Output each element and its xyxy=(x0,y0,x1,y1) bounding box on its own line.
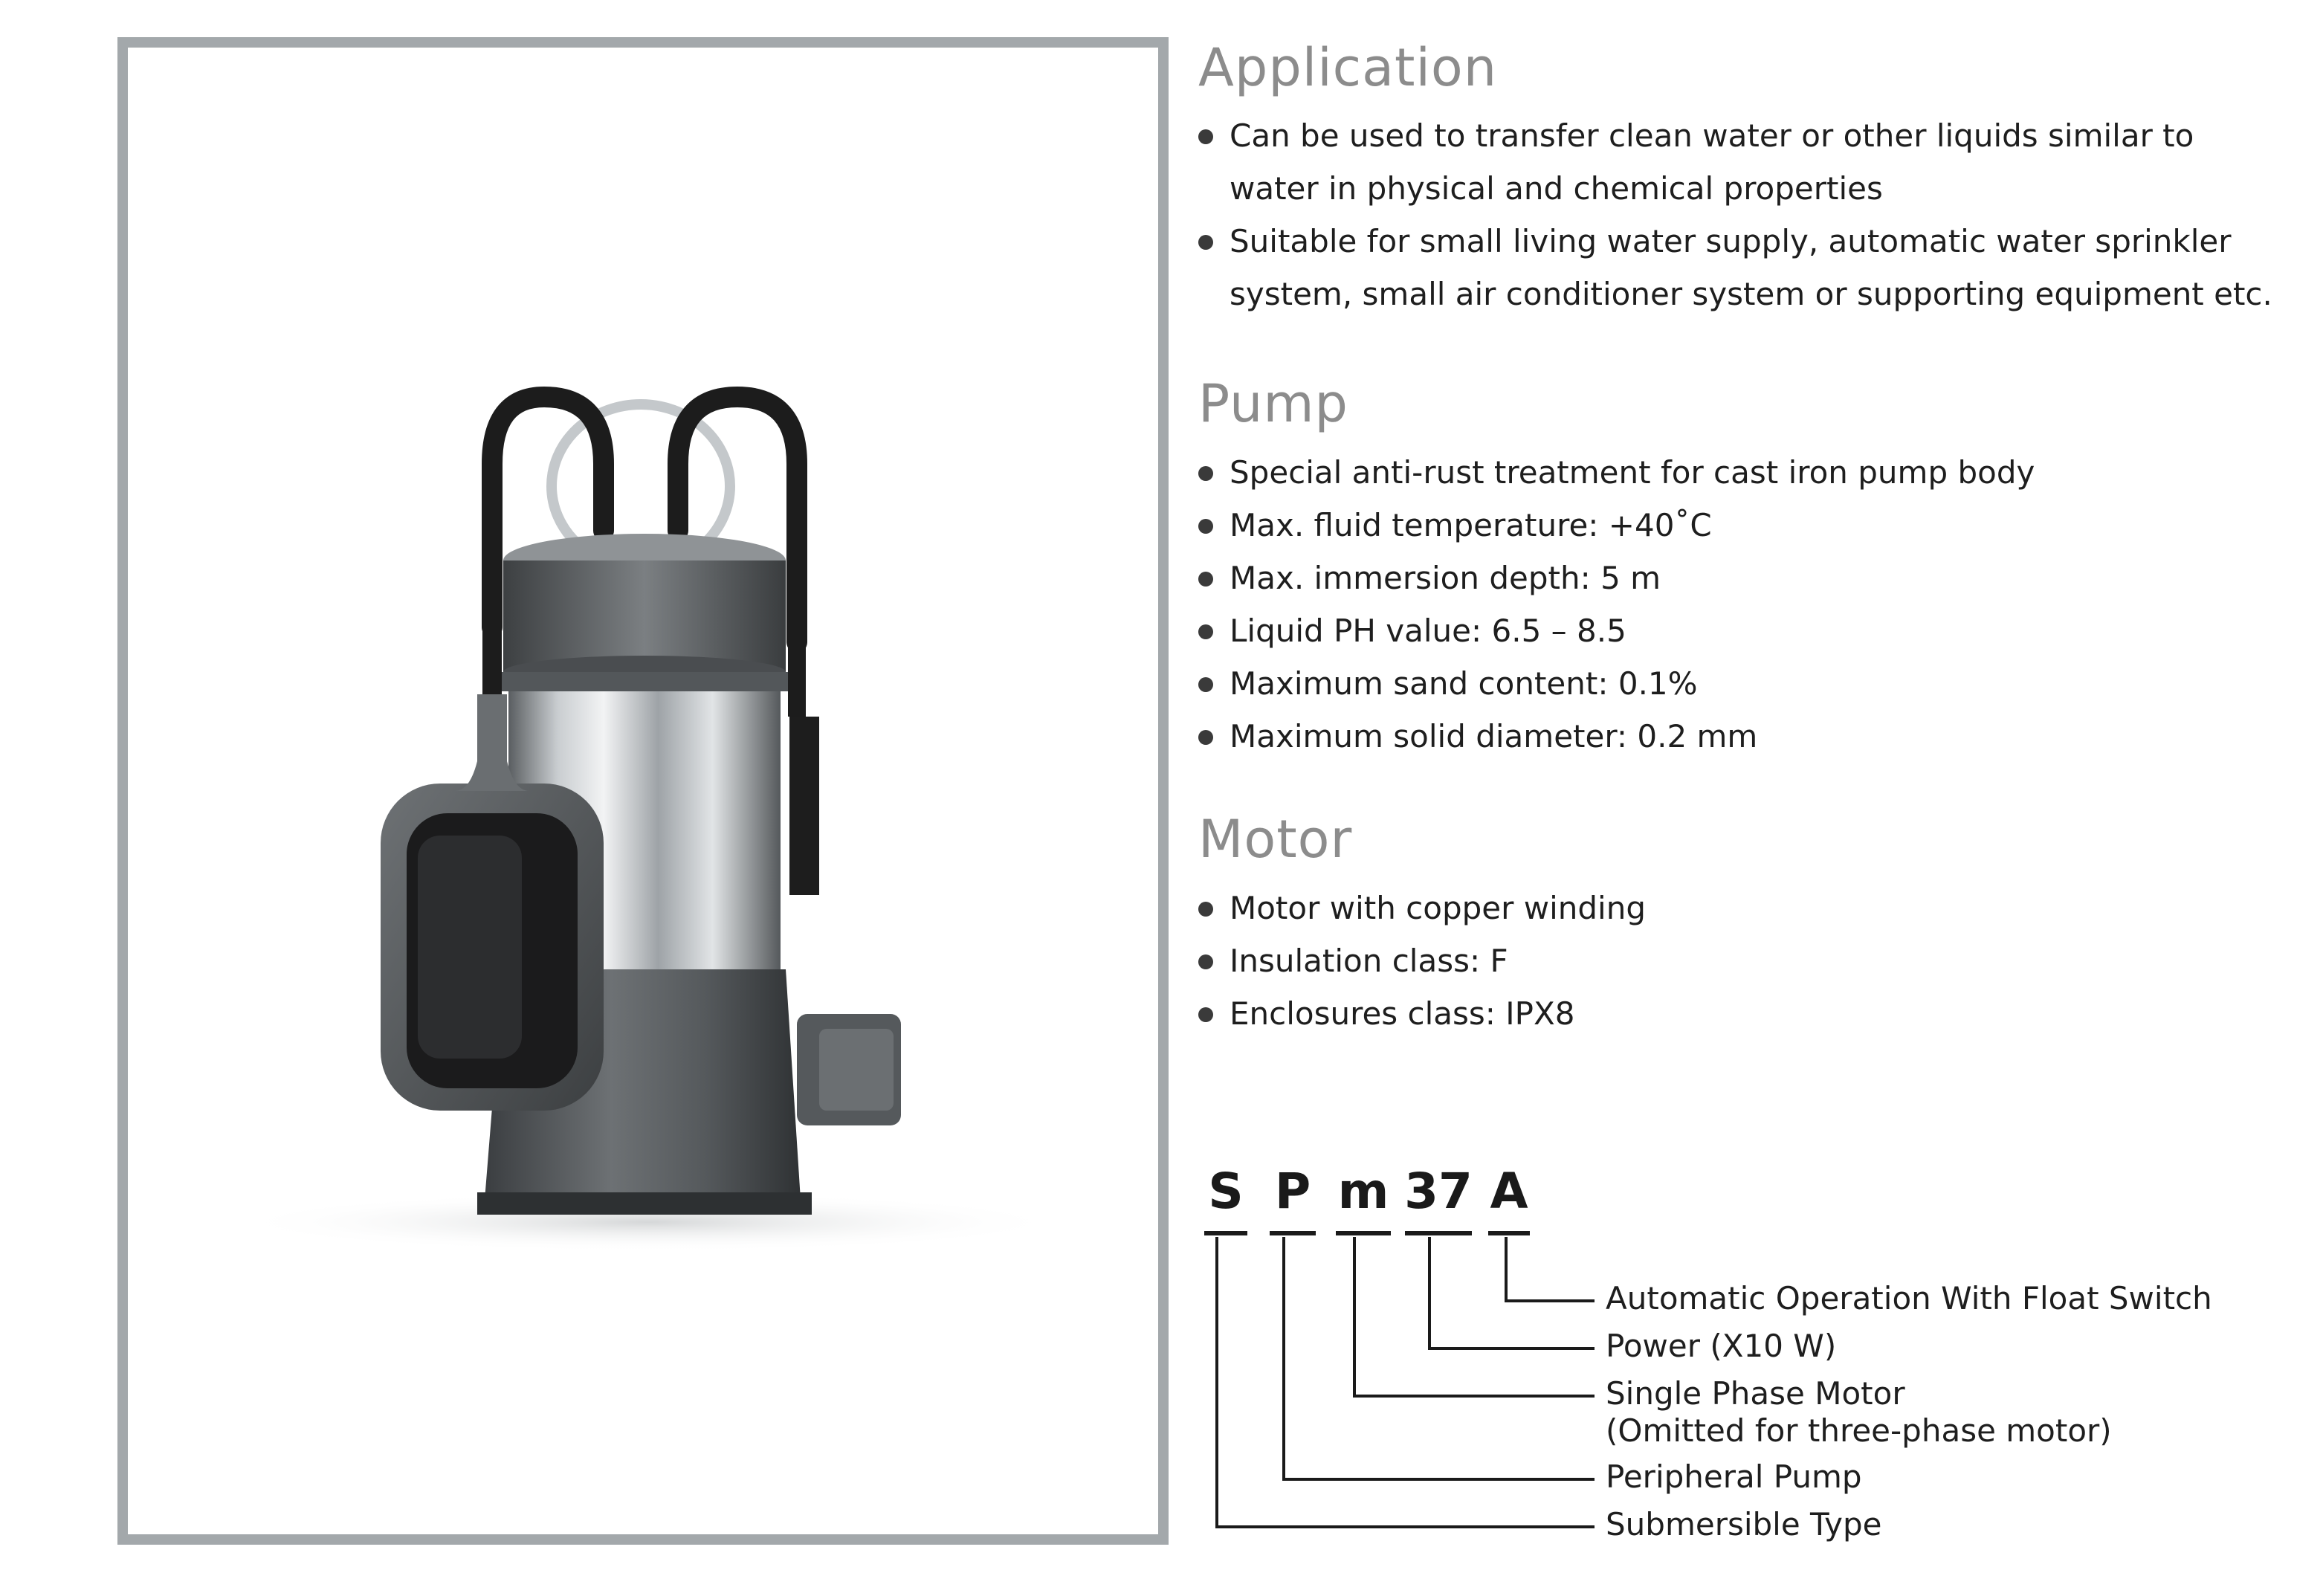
label-phase: Single Phase Motor xyxy=(1606,1375,1905,1412)
label-submersible: Submersible Type xyxy=(1606,1506,1882,1542)
connector-power xyxy=(1429,1237,1595,1348)
list-item-text: Max. fluid temperature: +40˚C xyxy=(1230,507,1712,543)
list-item-text: Liquid PH value: 6.5 – 8.5 xyxy=(1230,613,1626,649)
list-item-text: Maximum sand content: 0.1% xyxy=(1230,665,1698,702)
bullet-icon xyxy=(1198,129,1213,144)
application-title: Application xyxy=(1198,37,1498,98)
list-item-text: Suitable for small living water supply, automatic water sprinkler xyxy=(1230,223,2232,259)
label-power: Power (X10 W) xyxy=(1606,1328,1837,1364)
pump-list xyxy=(1198,446,2298,763)
code-letter-s: S xyxy=(1208,1163,1244,1220)
bullet-icon xyxy=(1198,572,1213,587)
bullet-icon xyxy=(1198,466,1213,481)
application-list xyxy=(1198,109,2298,320)
list-item-text: system, small air conditioner system or supporting equipment etc. xyxy=(1230,276,2272,312)
bullet-icon xyxy=(1198,902,1213,917)
list-item xyxy=(1198,109,2298,215)
bullet-icon xyxy=(1198,1007,1213,1022)
bullet-icon xyxy=(1198,730,1213,745)
list-item-text: Special anti-rust treatment for cast iron pump body xyxy=(1230,454,2035,491)
label-phase-note: (Omitted for three-phase motor) xyxy=(1606,1412,2112,1449)
code-letter-p: P xyxy=(1274,1163,1311,1220)
list-item-text: Enclosures class: IPX8 xyxy=(1230,995,1575,1032)
connector-automatic xyxy=(1506,1237,1595,1301)
list-item xyxy=(1198,882,2298,934)
list-item-text: Maximum solid diameter: 0.2 mm xyxy=(1230,718,1758,755)
bullet-icon xyxy=(1198,677,1213,692)
list-item xyxy=(1198,657,2298,710)
bullet-icon xyxy=(1198,624,1213,639)
list-item xyxy=(1198,215,2298,320)
bullet-icon xyxy=(1198,954,1213,969)
product-image-frame xyxy=(117,37,1169,1545)
list-item xyxy=(1198,552,2298,604)
connector-submersible xyxy=(1217,1237,1595,1527)
motor-list xyxy=(1198,882,2298,1040)
list-item xyxy=(1198,604,2298,657)
connector-pump-type xyxy=(1284,1237,1595,1479)
list-item-text: Max. immersion depth: 5 m xyxy=(1230,560,1661,596)
bullet-icon xyxy=(1198,235,1213,250)
list-item xyxy=(1198,710,2298,763)
list-item xyxy=(1198,934,2298,987)
code-letter-37: 37 xyxy=(1404,1163,1473,1220)
motor-title: Motor xyxy=(1198,809,1353,870)
list-item-text: water in physical and chemical properties xyxy=(1230,170,1883,207)
list-item-text: Motor with copper winding xyxy=(1230,890,1646,926)
list-item-text: Can be used to transfer clean water or other liquids similar to xyxy=(1230,117,2194,154)
connector-phase xyxy=(1354,1237,1595,1396)
list-item xyxy=(1198,499,2298,552)
pump-title: Pump xyxy=(1198,373,1348,434)
list-item xyxy=(1198,987,2298,1040)
submersible-pump-icon xyxy=(128,48,1158,1534)
code-letter-m: m xyxy=(1337,1163,1389,1220)
label-pump-type: Peripheral Pump xyxy=(1606,1458,1862,1495)
list-item xyxy=(1198,446,2298,499)
bullet-icon xyxy=(1198,519,1213,534)
list-item-text: Insulation class: F xyxy=(1230,943,1508,979)
label-automatic: Automatic Operation With Float Switch xyxy=(1606,1280,2212,1316)
code-letter-a: A xyxy=(1490,1163,1528,1220)
